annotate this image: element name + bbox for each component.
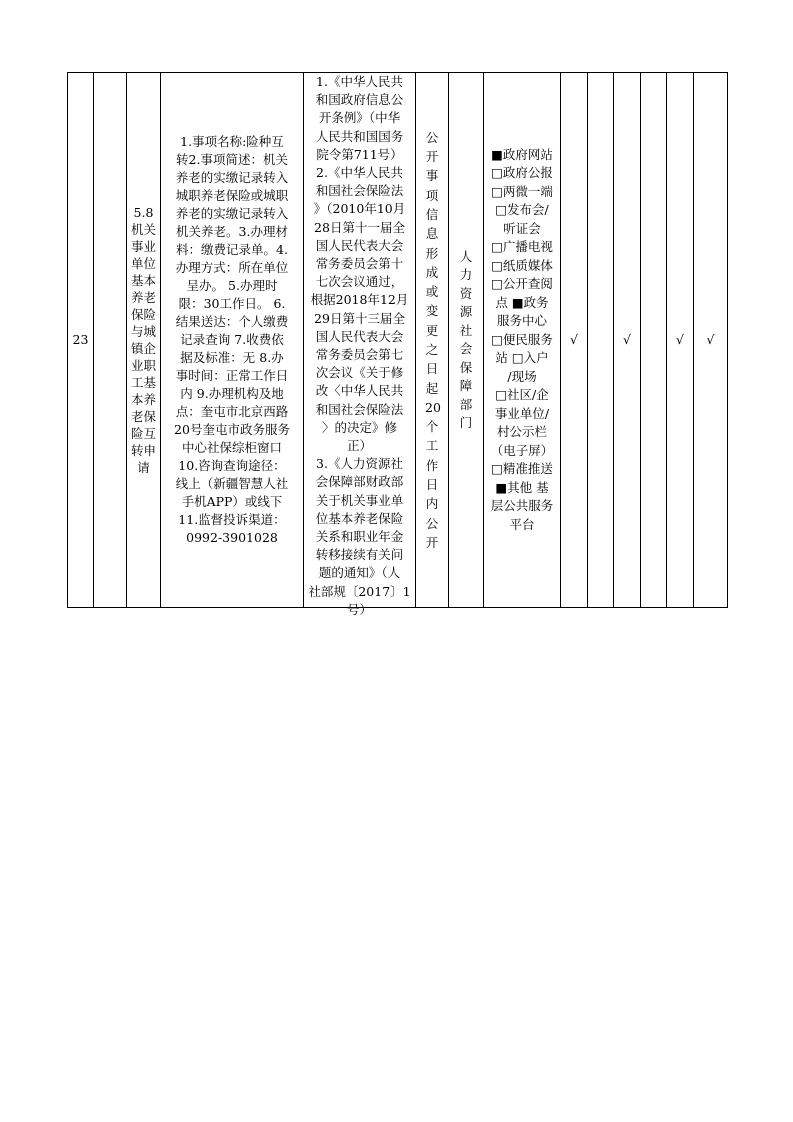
check-cell-3: √ xyxy=(614,73,641,608)
item-name: 5.8 机关 事业 单位 基本 养老 保险 与城 镇企 业职 工基 本养 老保 险互 转申 请 xyxy=(130,204,156,475)
row-number: 23 xyxy=(68,73,94,608)
table-row xyxy=(68,73,728,608)
content-cell xyxy=(161,73,304,608)
item-name-cell xyxy=(127,73,161,608)
check-cell-1: √ xyxy=(561,73,588,608)
blank-category-cell xyxy=(94,73,127,608)
disclosure-basis: 1.《中华人民共 和国政府信息公 开条例》（中华 人民共和国国务 院令第711号） 2.《中华人民共 和国社会保险法 》（2010年10月 28日第十一届全 国人民代表大会 常务委员会第十 七次会议通过， 根据2018年12月 29日第十三届全 国人民代表大会 常务委员会第七 次会议《关于修 改〈中华人民共 和国社会保险法 〉的决定》修 正） 3.《人力资源社 会保障部财政部 关于机关事业单 位基本养老保险 关系和职业年金 转移接续有关问 题的通知》（人 社部规〔2017〕1 号） xyxy=(308,74,411,617)
time-limit-cell xyxy=(416,73,449,608)
channels-cell xyxy=(484,73,561,608)
disclosure-subject: 人力资源社会保障部门 xyxy=(459,248,473,430)
check-cell-5: √ xyxy=(667,73,694,608)
check-cell-4 xyxy=(641,73,667,608)
subject-cell xyxy=(449,73,484,608)
disclosure-table xyxy=(67,72,728,617)
basis-cell xyxy=(304,73,416,617)
check-cell-2 xyxy=(588,73,614,608)
check-cell-6: √ xyxy=(694,73,728,608)
disclosure-channels: ■政府网站 □政府公报 □两微一端 □发布会/ 听证会 □广播电视 □纸质媒体 □公开查阅 点 ■政务 服务中心 □便民服务 站 □入户 /现场 □社区/企 事业单位/ 村公示栏 （电子屏） □精准推送 ■其他 基 层公共服务 平台 xyxy=(490,146,554,532)
disclosure-content: 1.事项名称:险种互 转2.事项简述：机关 养老的实缴记录转入 城职养老保险或城职 养老的实缴记录转入 机关养老。3.办理材 料：缴费记录单。4. 办理方式：所在单位 呈办。 5.办理时 限：30工作日。 6. 结果送达：个人缴费 记录查询 7.收费依 据及标准：无 8.办 事时间：正常工作日 内 9.办理机构及地 点：奎屯市北京西路 20号奎屯市政务服务 中心社保综柜窗口 10.咨询查询途径： 线上（新疆智慧人社 手机APP）或线下 11.监督投诉渠道： 0992-3901028 xyxy=(174,134,290,545)
disclosure-time-limit: 公开事项信息形成或变更之日起20个工作日内公开 xyxy=(425,129,441,550)
